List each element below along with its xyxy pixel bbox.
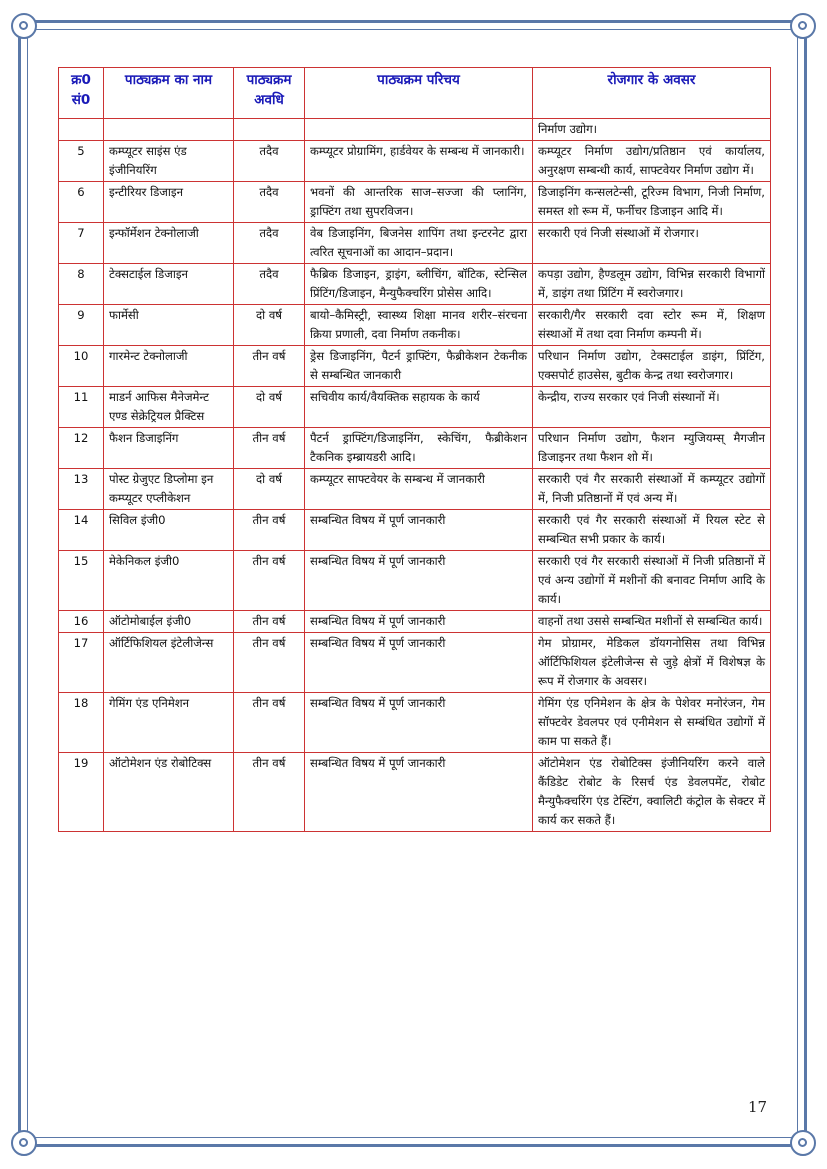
cell-jobs: परिधान निर्माण उद्योग, टेक्सटाईल डाइंग, प्रिंटिंग, एक्सपोर्ट हाउसेस, बुटीक केन्द्र तथा स्वरोजगार। — [533, 346, 771, 387]
cell-course-name: ऑटोमेशन एंड रोबोटिक्स — [104, 753, 234, 832]
cell-serial: 9 — [59, 305, 104, 346]
cell-jobs: कपड़ा उद्योग, हैण्डलूम उद्योग, विभिन्न सरकारी विभागों में, डाइंग तथा प्रिंटिंग में स्वरोजगार। — [533, 264, 771, 305]
corner-ornament-icon — [790, 13, 816, 39]
table-row — [59, 633, 771, 693]
cell-duration: तदैव — [234, 223, 305, 264]
table-row — [59, 611, 771, 633]
cell-duration: तीन वर्ष — [234, 633, 305, 693]
table-row — [59, 510, 771, 551]
cell-duration: दो वर्ष — [234, 305, 305, 346]
table-row — [59, 469, 771, 510]
cell-course-intro: सम्बन्धित विषय में पूर्ण जानकारी — [305, 753, 533, 832]
cell-jobs: ऑटोमेशन एंड रोबोटिक्स इंजीनियरिंग करने वाले कैंडिडेट रोबोट के रिसर्च एंड डेवलपमेंट, रोबोट मैन्युफैक्चरिंग एंड टेस्टिंग, क्वालिटी कंट्रोल के सेक्टर में कार्य कर सकते हैं। — [533, 753, 771, 832]
table-row — [59, 428, 771, 469]
page-number: 17 — [748, 1098, 768, 1116]
table-row — [59, 753, 771, 832]
cell-serial: 15 — [59, 551, 104, 611]
cell-course-intro: भवनों की आन्तरिक साज–सज्जा की प्लानिंग, ड्राफ्टिंग तथा सुपरविजन। — [305, 182, 533, 223]
cell-course-intro: सम्बन्धित विषय में पूर्ण जानकारी — [305, 693, 533, 753]
cell-jobs: सरकारी एवं गैर सरकारी संस्थाओं में कम्प्यूटर उद्योगों में, निजी प्रतिष्ठानों में एवं अन्य में। — [533, 469, 771, 510]
cell-course-name: ऑटोमोबाईल इंजी0 — [104, 611, 234, 633]
cell-jobs: सरकारी एवं निजी संस्थाओं में रोजगार। — [533, 223, 771, 264]
cell-course-name: टेक्सटाईल डिजाइन — [104, 264, 234, 305]
cell-course-intro: बायो–कैमिस्ट्री, स्वास्थ्य शिक्षा मानव शरीर–संरचना क्रिया प्रणाली, दवा निर्माण तकनीक। — [305, 305, 533, 346]
cell-course-intro: सचिवीय कार्य/वैयक्तिक सहायक के कार्य — [305, 387, 533, 428]
cell-duration: तदैव — [234, 141, 305, 182]
header-job-opportunities: रोजगार के अवसर — [533, 68, 771, 119]
course-table — [58, 67, 771, 832]
table-row — [59, 346, 771, 387]
cell-course-name: सिविल इंजी0 — [104, 510, 234, 551]
table-row — [59, 141, 771, 182]
cell-course-intro: फैब्रिक डिजाइन, ड्राइंग, ब्लीचिंग, बॉटिक, स्टेन्सिल प्रिंटिंग/डिजाइन, मैन्युफैक्चरिंग प्रोसेस आदि। — [305, 264, 533, 305]
corner-ornament-icon — [11, 1130, 37, 1156]
cell-serial: 19 — [59, 753, 104, 832]
cell-jobs: सरकारी एवं गैर सरकारी संस्थाओं में रियल स्टेट से सम्बन्धित सभी प्रकार के कार्य। — [533, 510, 771, 551]
cell-serial: 5 — [59, 141, 104, 182]
cell-jobs: निर्माण उद्योग। — [533, 119, 771, 141]
cell-serial: 16 — [59, 611, 104, 633]
table-row — [59, 693, 771, 753]
cell-duration: तीन वर्ष — [234, 428, 305, 469]
cell-duration: तीन वर्ष — [234, 510, 305, 551]
cell-jobs: परिधान निर्माण उद्योग, फैशन म्युजियम्स् मैगजीन डिजाइनर तथा फैशन शो में। — [533, 428, 771, 469]
cell-course-name: मेकेनिकल इंजी0 — [104, 551, 234, 611]
cell-jobs: सरकारी/गैर सरकारी दवा स्टोर रूम में, शिक्षण संस्थाओं में तथा दवा निर्माण कम्पनी में। — [533, 305, 771, 346]
cell-jobs: सरकारी एवं गैर सरकारी संस्थाओं में निजी प्रतिष्ठानों में एवं अन्य उद्योगों में मशीनों की बनावट निर्माण आदि के कार्य। — [533, 551, 771, 611]
cell-serial: 8 — [59, 264, 104, 305]
cell-duration: तीन वर्ष — [234, 753, 305, 832]
cell-duration: तीन वर्ष — [234, 611, 305, 633]
header-duration: पाठ्यक्रम अवधि — [234, 68, 305, 119]
cell-jobs: वाहनों तथा उससे सम्बन्धित मशीनों से सम्बन्धित कार्य। — [533, 611, 771, 633]
cell-course-intro: ड्रेस डिजाइनिंग, पैटर्न ड्राफ्टिंग, फैब्रीकेशन टेकनीक से सम्बन्धित जानकारी — [305, 346, 533, 387]
cell-serial: 6 — [59, 182, 104, 223]
cell-course-name: माडर्न आफिस मैनेजमेन्ट एण्ड सेक्रेट्रियल प्रैक्टिस — [104, 387, 234, 428]
cell-duration: तीन वर्ष — [234, 346, 305, 387]
corner-ornament-icon — [790, 1130, 816, 1156]
table-header-row — [59, 68, 771, 119]
cell-serial: 11 — [59, 387, 104, 428]
cell-duration: दो वर्ष — [234, 387, 305, 428]
cell-course-name: गारमेन्ट टेक्नोलाजी — [104, 346, 234, 387]
cell-course-intro: सम्बन्धित विषय में पूर्ण जानकारी — [305, 611, 533, 633]
cell-serial: 10 — [59, 346, 104, 387]
cell-serial: 14 — [59, 510, 104, 551]
cell-course-intro: सम्बन्धित विषय में पूर्ण जानकारी — [305, 551, 533, 611]
cell-jobs: गेम प्रोग्रामर, मेडिकल डॉयगनोसिस तथा विभिन्न ऑर्टिफिशियल इंटेलीजेन्स से जुड़े क्षेत्रों में विशेषज्ञ के रूप में रोजगार के अवसर। — [533, 633, 771, 693]
cell-serial: 7 — [59, 223, 104, 264]
table-row — [59, 305, 771, 346]
table-row — [59, 387, 771, 428]
table-row-continued — [59, 119, 771, 141]
cell-course-intro: वेब डिजाइनिंग, बिजनेस शापिंग तथा इन्टरनेट द्वारा त्वरित सूचनाओं का आदान–प्रदान। — [305, 223, 533, 264]
header-course-intro: पाठ्यक्रम परिचय — [305, 68, 533, 119]
cell-duration: दो वर्ष — [234, 469, 305, 510]
cell-duration: तदैव — [234, 264, 305, 305]
cell-course-name: इन्फॉर्मेशन टेक्नोलाजी — [104, 223, 234, 264]
cell-course-name: पोस्ट ग्रेजुएट डिप्लोमा इन कम्प्यूटर एप्लीकेशन — [104, 469, 234, 510]
cell-jobs: गेमिंग एंड एनिमेशन के क्षेत्र के पेशेवर मनोरंजन, गेम सॉफ्टवेर डेवलपर एवं एनीमेशन से सम्बंधित उद्योगों में काम पा सकते हैं। — [533, 693, 771, 753]
table-row — [59, 264, 771, 305]
table-row — [59, 551, 771, 611]
cell-course-name: इन्टीरियर डिजाइन — [104, 182, 234, 223]
table-row — [59, 223, 771, 264]
cell-jobs: डिजाइनिंग कन्सलटेन्सी, टूरिज्म विभाग, निजी निर्माण, समस्त शो रूम में, फर्नीचर डिजाइन आदि में। — [533, 182, 771, 223]
cell-course-intro: कम्प्यूटर साफ्टवेयर के सम्बन्ध में जानकारी — [305, 469, 533, 510]
cell-course-name: फार्मेसी — [104, 305, 234, 346]
header-course-name: पाठ्यक्रम का नाम — [104, 68, 234, 119]
cell-duration: तीन वर्ष — [234, 693, 305, 753]
cell-duration: तदैव — [234, 182, 305, 223]
cell-jobs: कम्प्यूटर निर्माण उद्योग/प्रतिष्ठान एवं कार्यालय, अनुरक्षण सम्बन्धी कार्य, साफ्टवेयर निर्माण उद्योग में। — [533, 141, 771, 182]
cell-course-name: कम्प्यूटर साइंस एंड इंजीनियरिंग — [104, 141, 234, 182]
cell-jobs: केन्द्रीय, राज्य सरकार एवं निजी संस्थानों में। — [533, 387, 771, 428]
corner-ornament-icon — [11, 13, 37, 39]
cell-serial: 17 — [59, 633, 104, 693]
cell-serial: 12 — [59, 428, 104, 469]
header-serial: क्र0 सं0 — [59, 68, 104, 119]
cell-serial: 18 — [59, 693, 104, 753]
cell-course-name: फैशन डिजाइनिंग — [104, 428, 234, 469]
cell-course-name: ऑर्टिफिशियल इंटेलीजेन्स — [104, 633, 234, 693]
cell-course-name: गेमिंग एंड एनिमेशन — [104, 693, 234, 753]
cell-duration: तीन वर्ष — [234, 551, 305, 611]
table-row — [59, 182, 771, 223]
cell-course-intro: पैटर्न ड्राफ्टिंग/डिजाइनिंग, स्केचिंग, फैब्रीकेशन टैकनिक इम्ब्रायडरी आदि। — [305, 428, 533, 469]
cell-course-intro: सम्बन्धित विषय में पूर्ण जानकारी — [305, 633, 533, 693]
cell-course-intro: कम्प्यूटर प्रोग्रामिंग, हार्डवेयर के सम्बन्ध में जानकारी। — [305, 141, 533, 182]
cell-course-intro: सम्बन्धित विषय में पूर्ण जानकारी — [305, 510, 533, 551]
cell-serial: 13 — [59, 469, 104, 510]
